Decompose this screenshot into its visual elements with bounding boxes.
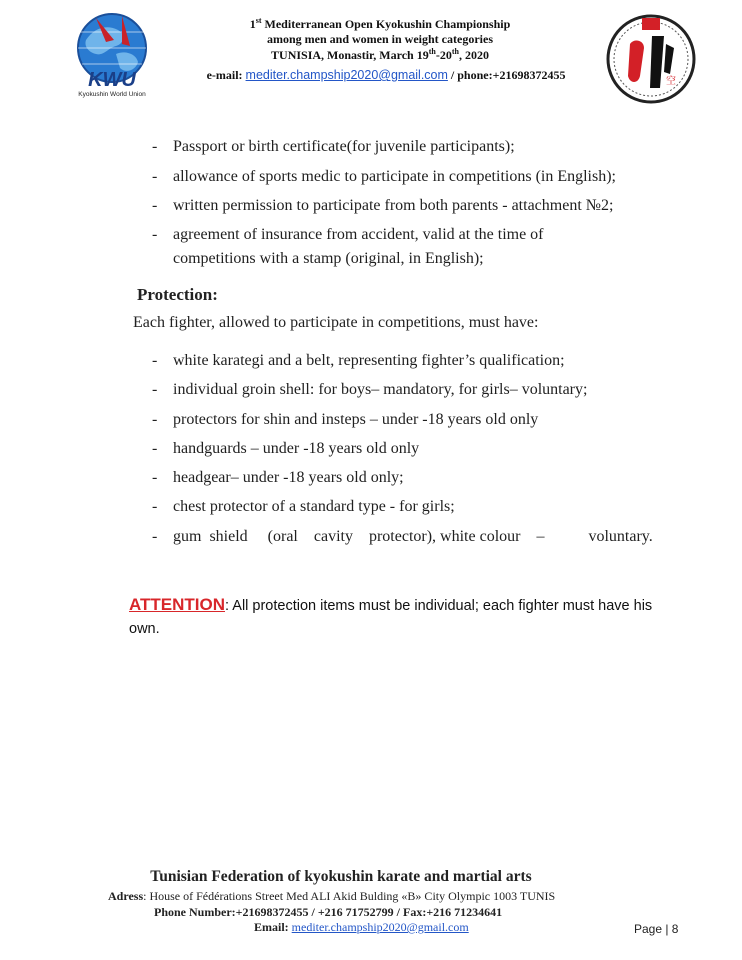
kyokushin-emblem-logo bbox=[604, 14, 698, 104]
attention-text: : All protection items must be individual; each fighter must have his own. bbox=[129, 598, 653, 637]
footer-email-link[interactable]: mediter.champship2020@gmail.com bbox=[291, 920, 469, 934]
header-title: 1st Mediterranean Open Kyokushin Championship bbox=[249, 16, 511, 31]
kwu-logo-caption: Kyokushin World Union bbox=[78, 91, 146, 98]
attention-label: ATTENTION bbox=[129, 595, 226, 614]
protection-heading: Protection: bbox=[137, 285, 218, 304]
footer-email: Email: mediter.champship2020@gmail.com bbox=[254, 920, 469, 934]
header-contact: e-mail: mediter.champship2020@gmail.com / phone:+21698372455 bbox=[206, 68, 566, 82]
kwu-logo bbox=[66, 10, 156, 98]
svg-text:空: 空 bbox=[666, 76, 676, 87]
header-subtitle: among men and women in weight categories bbox=[267, 32, 493, 46]
header-location: TUNISIA, Monastir, March 19th-20th, 2020 bbox=[271, 47, 489, 62]
page-number: Page | 8 bbox=[634, 922, 679, 936]
footer-address: Adress: House of Fédérations Street Med ALI Akid Bulding «B» City Olympic 1003 TUNIS bbox=[108, 889, 556, 903]
attention-note bbox=[129, 593, 669, 641]
footer-organization: Tunisian Federation of kyokushin karate and martial arts bbox=[150, 868, 532, 885]
header-email-link[interactable]: mediter.champship2020@gmail.com bbox=[245, 68, 448, 82]
footer-phone: Phone Number:+21698372455 / +216 71752799 / Fax:+216 71234641 bbox=[154, 905, 503, 919]
protection-intro: Each fighter, allowed to participate in competitions, must have: bbox=[133, 314, 539, 331]
kwu-logo-text: KWU bbox=[88, 69, 136, 91]
